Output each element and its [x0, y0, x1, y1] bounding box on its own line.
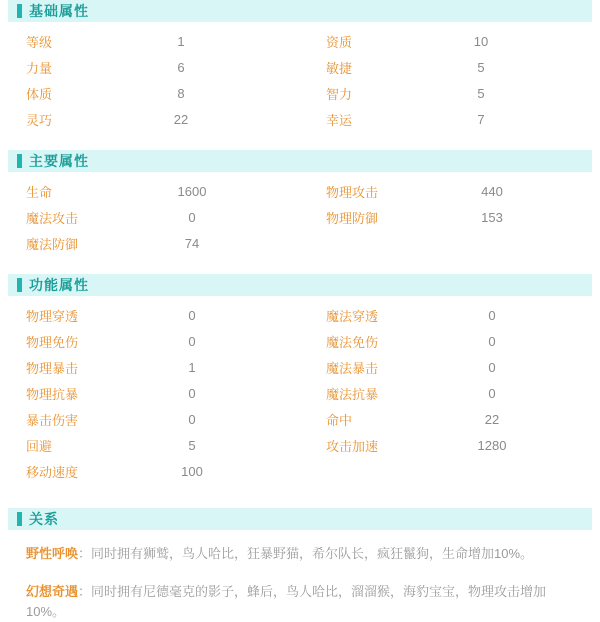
attribute-cell [0, 380, 300, 406]
attribute-cell-empty [300, 230, 600, 256]
attribute-value: 6 [177, 59, 185, 75]
attribute-cell [300, 54, 600, 80]
attribute-label: 魔法免伤 [326, 334, 379, 350]
attribute-label: 物理免伤 [26, 334, 79, 350]
attribute-cell [0, 328, 300, 354]
attribute-value: 8 [177, 85, 185, 101]
relations-list [0, 530, 600, 622]
attribute-cell [0, 178, 300, 204]
attribute-value: 10 [473, 33, 489, 49]
section-header-func [8, 274, 592, 296]
attribute-cell [0, 54, 300, 80]
attribute-cell [0, 204, 300, 230]
attribute-value: 5 [477, 85, 485, 101]
attribute-cell [300, 406, 600, 432]
attribute-label: 魔法暴击 [326, 360, 379, 376]
section-header-relations [8, 508, 592, 530]
attribute-cell [300, 302, 600, 328]
attribute-cell [0, 432, 300, 458]
attribute-label: 命中 [326, 412, 353, 428]
attribute-label: 物理防御 [326, 210, 379, 226]
attribute-value: 7 [477, 111, 485, 127]
attribute-cell [300, 380, 600, 406]
attribute-label: 物理抗暴 [26, 386, 79, 402]
attribute-cell [300, 106, 600, 132]
attribute-value: 1 [177, 33, 185, 49]
attribute-cell [0, 230, 300, 256]
attribute-value: 1280 [477, 437, 507, 453]
section-accent-bar-icon [17, 278, 22, 292]
attribute-cell [300, 80, 600, 106]
attribute-label: 智力 [326, 86, 353, 102]
attribute-cell [300, 28, 600, 54]
attribute-value: 0 [188, 385, 196, 401]
attribute-label: 魔法防御 [26, 236, 79, 252]
relation-name: 幻想奇遇 [26, 584, 79, 599]
attribute-value: 0 [188, 411, 196, 427]
attribute-label: 幸运 [326, 112, 353, 128]
attribute-grid-func [0, 296, 600, 486]
attribute-cell [0, 354, 300, 380]
attribute-cell-empty [300, 458, 600, 484]
attribute-label: 生命 [26, 184, 53, 200]
relation-separator: ： [78, 584, 92, 599]
attribute-label: 力量 [26, 60, 53, 76]
section-accent-bar-icon [17, 4, 22, 18]
attribute-value: 22 [484, 411, 500, 427]
attribute-label: 暴击伤害 [26, 412, 79, 428]
attribute-label: 等级 [26, 34, 53, 50]
attribute-value: 0 [488, 333, 496, 349]
attribute-label: 物理暴击 [26, 360, 79, 376]
section-title-func: 功能属性 [29, 277, 89, 293]
attribute-value: 0 [488, 307, 496, 323]
attribute-cell [300, 178, 600, 204]
section-title-main: 主要属性 [29, 153, 89, 169]
attribute-cell [300, 204, 600, 230]
attribute-cell [0, 106, 300, 132]
attribute-value: 440 [481, 183, 503, 199]
attribute-value: 22 [173, 111, 189, 127]
attribute-value: 1 [188, 359, 196, 375]
attribute-value: 5 [477, 59, 485, 75]
relation-item [26, 544, 582, 564]
section-header-main [8, 150, 592, 172]
attribute-cell [0, 458, 300, 484]
section-spacer [0, 486, 600, 508]
attribute-label: 敏捷 [326, 60, 353, 76]
attribute-label: 体质 [26, 86, 53, 102]
attribute-grid-basic [0, 22, 600, 134]
attribute-label: 移动速度 [26, 464, 79, 480]
attribute-value: 0 [488, 385, 496, 401]
relation-name: 野性呼唤 [26, 546, 79, 561]
attribute-cell [300, 354, 600, 380]
section-spacer [0, 134, 600, 150]
attribute-label: 回避 [26, 438, 53, 454]
relation-item [26, 582, 582, 622]
relation-separator: ： [78, 546, 92, 561]
attribute-value: 5 [188, 437, 196, 453]
attribute-label: 物理攻击 [326, 184, 379, 200]
attribute-label: 攻击加速 [326, 438, 379, 454]
relation-description: 同时拥有狮鹫，鸟人哈比，狂暴野猫，希尔队长，疯狂鬣狗，生命增加10%。 [91, 546, 534, 561]
attribute-value: 0 [188, 307, 196, 323]
section-accent-bar-icon [17, 512, 22, 526]
attribute-cell [0, 406, 300, 432]
attribute-cell [300, 328, 600, 354]
section-title-relations: 关系 [29, 511, 59, 527]
attribute-cell [0, 28, 300, 54]
attribute-cell [0, 302, 300, 328]
attribute-label: 灵巧 [26, 112, 53, 128]
attribute-value: 74 [184, 235, 200, 251]
attribute-value: 0 [188, 209, 196, 225]
attribute-grid-main [0, 172, 600, 258]
attribute-value: 153 [481, 209, 503, 225]
section-title-basic: 基础属性 [29, 3, 89, 19]
relation-description: 同时拥有尼德毫克的影子，蜂后，鸟人哈比，溜溜猴，海豹宝宝，物理攻击增加10%。 [26, 584, 547, 619]
attribute-label: 魔法穿透 [326, 308, 379, 324]
attribute-value: 0 [488, 359, 496, 375]
attribute-value: 0 [188, 333, 196, 349]
attribute-label: 物理穿透 [26, 308, 79, 324]
attribute-cell [0, 80, 300, 106]
attribute-label: 魔法抗暴 [326, 386, 379, 402]
attribute-value: 100 [181, 463, 203, 479]
attribute-cell [300, 432, 600, 458]
attribute-value: 1600 [177, 183, 207, 199]
section-spacer [0, 258, 600, 274]
attribute-label: 魔法攻击 [26, 210, 79, 226]
attribute-label: 资质 [326, 34, 353, 50]
section-header-basic [8, 0, 592, 22]
section-accent-bar-icon [17, 154, 22, 168]
